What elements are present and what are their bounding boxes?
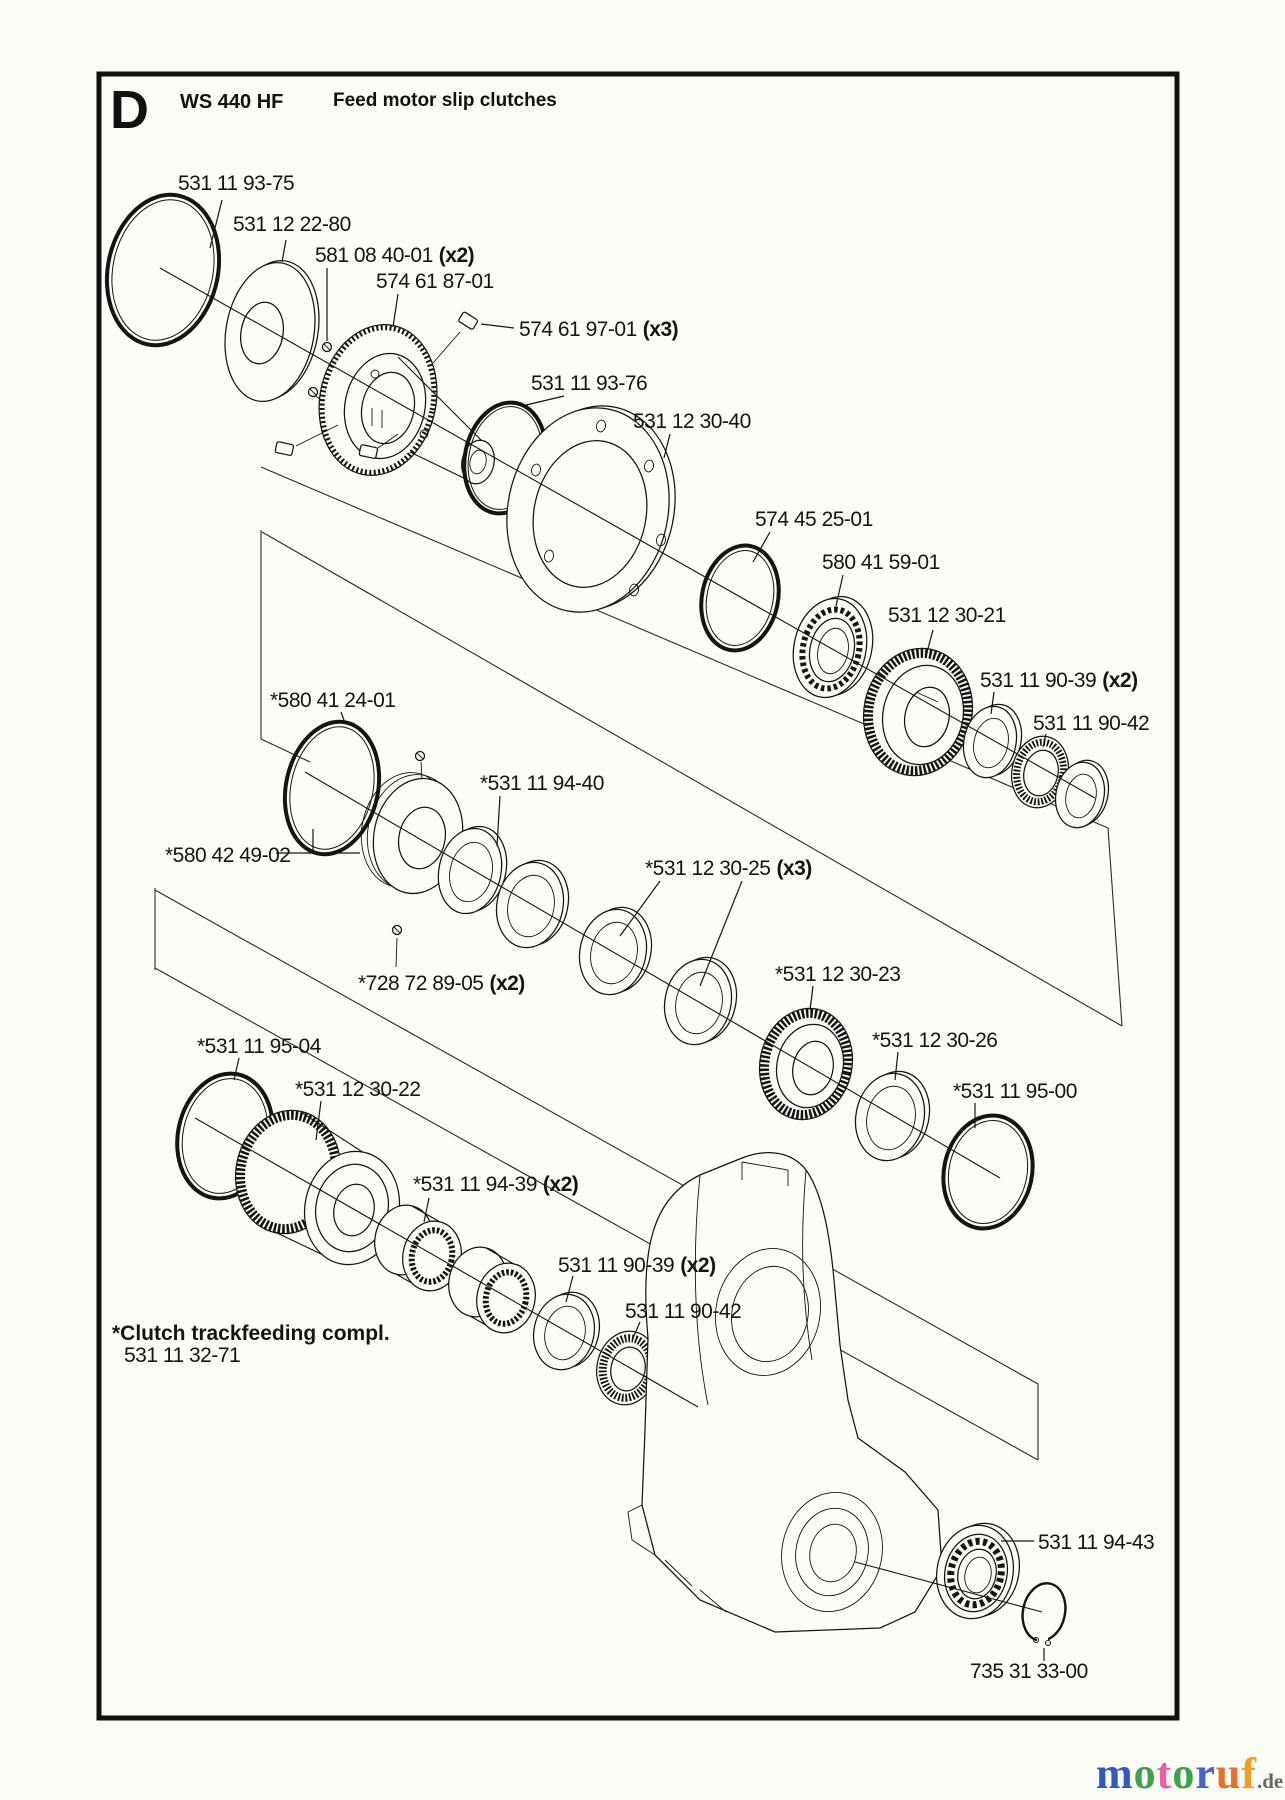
part-label: 531 11 93-76 [531,372,648,395]
part-washer-531123026 [848,1065,938,1167]
logo-suffix: .de [1256,1769,1284,1793]
part-label: 580 41 59-01 [822,551,940,574]
part-label: *531 12 30-22 [295,1078,421,1101]
assembly-note-title: *Clutch trackfeeding compl. [112,1322,390,1345]
part-label: 531 11 90-42 [625,1300,742,1323]
gearbox-housing [628,1153,942,1632]
model-name: WS 440 HF [180,91,284,113]
part-oring-531119500 [933,1107,1043,1237]
part-label: 531 11 90-39 (x2) [980,669,1138,692]
motoruf-logo [1096,1748,1283,1799]
part-label: 531 11 94-43 [1038,1531,1155,1554]
part-label: 574 61 87-01 [376,270,494,293]
part-bearing-580415901 [784,590,881,705]
part-label: 531 11 93-75 [178,172,295,195]
part-label: 581 08 40-01 (x2) [315,244,475,267]
part-oring-574452501 [692,538,788,657]
part-label: *531 11 95-04 [197,1035,321,1058]
part-label: *531 11 94-39 (x2) [413,1173,579,1196]
part-label: *531 11 94-40 [480,772,604,795]
part-label: *531 12 30-23 [775,963,901,986]
part-label: *580 41 24-01 [270,689,396,712]
part-label: 735 31 33-00 [970,1660,1088,1683]
part-bearing-531119443 [928,1516,1028,1626]
logo-letter: o [1172,1749,1196,1798]
part-label: *531 12 30-26 [872,1029,998,1052]
part-snapring-735313300 [1017,1579,1070,1645]
part-needle-bearings-531119439 [368,1200,541,1339]
part-washers-531123025 [489,854,744,1051]
page-title: Feed motor slip clutches [333,90,557,111]
logo-letter: o [1133,1749,1157,1798]
assembly-note-number: 531 11 32-71 [124,1344,241,1367]
section-letter: D [110,80,149,140]
part-screw-728728905-b [393,926,402,968]
part-label: 531 12 22-80 [233,213,351,236]
part-label: 531 11 90-39 (x2) [558,1254,716,1277]
part-label: 574 61 97-01 (x3) [519,318,679,341]
part-gear-531123021 [852,638,984,786]
logo-letter: u [1215,1749,1242,1798]
logo-letter: m [1096,1749,1134,1798]
part-hub-574618701 [305,314,498,487]
part-label: *531 12 30-25 (x3) [645,857,812,880]
part-label: 574 45 25-01 [755,508,873,531]
part-label: *531 11 95-00 [953,1080,1077,1103]
part-gear-531123023 [749,1000,862,1129]
logo-letter: r [1195,1749,1216,1798]
part-label: 531 11 90-42 [1033,712,1150,735]
part-label: *728 72 89-05 (x2) [358,972,525,995]
logo-letter: f [1241,1749,1257,1798]
part-label: 531 12 30-21 [888,604,1006,627]
part-label: *580 42 49-02 [165,844,291,867]
part-label: 531 12 30-40 [633,410,751,433]
logo-letter: t [1156,1749,1173,1798]
